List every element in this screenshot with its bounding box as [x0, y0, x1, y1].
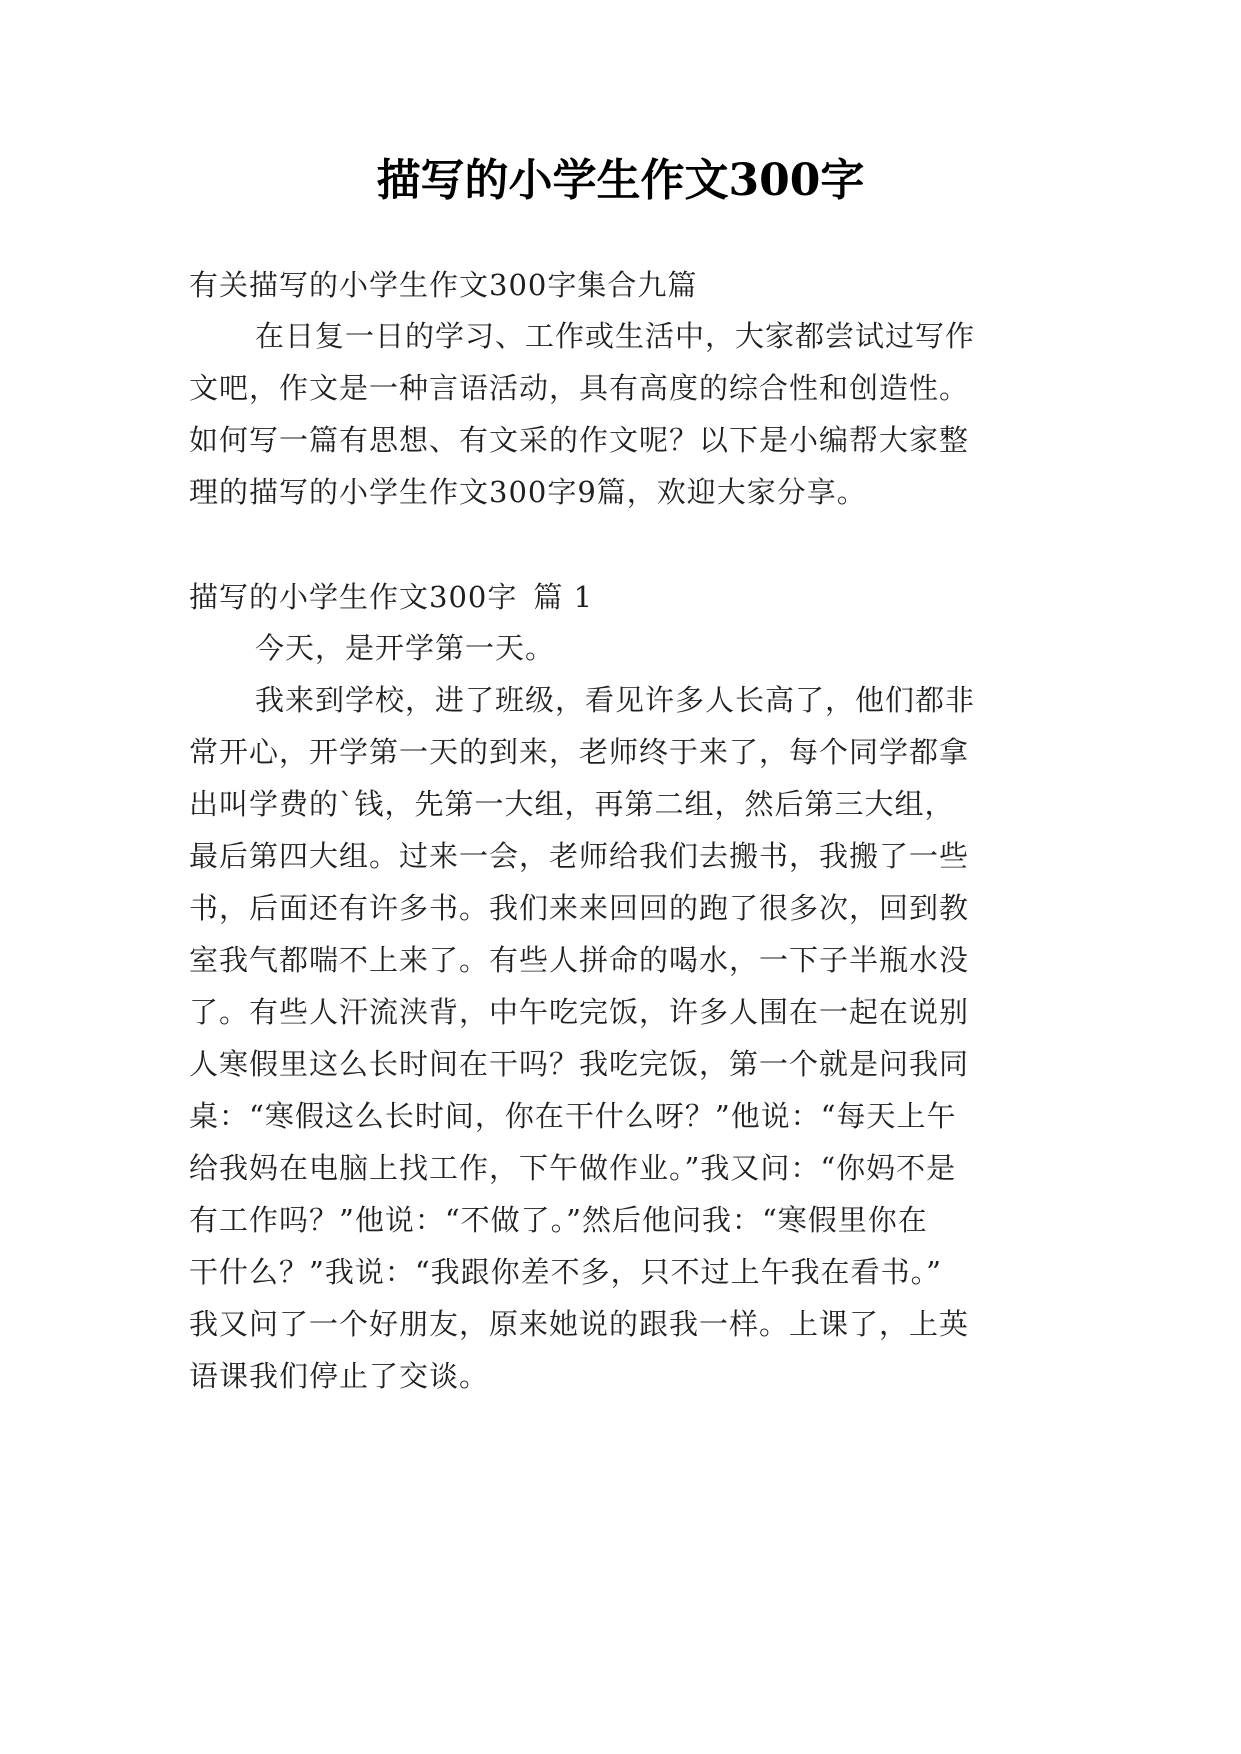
body-line-12: 有工作吗？”他说：“不做了。”然后他问我：“寒假里你在: [189, 1203, 928, 1237]
body-line-15: 语课我们停止了交谈。: [189, 1359, 490, 1393]
body-line-6: 书，后面还有许多书。我们来来回回的跑了很多次，回到教: [189, 891, 970, 925]
body-line-4: 出叫学费的`钱，先第一大组，再第二组，然后第三大组，: [189, 787, 955, 821]
body-line-2: 我来到学校，进了班级，看见许多人长高了，他们都非: [255, 683, 976, 717]
body-line-8: 了。有些人汗流浃背，中午吃完饭，许多人围在一起在说别: [189, 995, 970, 1029]
section-heading: [189, 577, 593, 617]
body-line-10: 桌：“寒假这么长时间，你在干什么呀？”他说：“每天上午: [189, 1099, 957, 1133]
body-line-7: 室我气都喘不上来了。有些人拼命的喝水，一下子半瓶水没: [189, 943, 970, 977]
document-subtitle: 有关描写的小学生作文300字集合九篇: [189, 268, 698, 302]
document-title: 描写的小学生作文300字: [376, 155, 865, 206]
section-heading-title: 描写的小学生作文300字: [189, 580, 518, 614]
intro-line-2: 文吧，作文是一种言语活动，具有高度的综合性和创造性。: [189, 371, 970, 405]
body-line-9: 人寒假里这么长时间在干吗？我吃完饭，第一个就是问我同: [189, 1047, 970, 1081]
section-number-label: 篇 1: [533, 580, 594, 614]
body-line-5: 最后第四大组。过来一会，老师给我们去搬书，我搬了一些: [189, 839, 970, 873]
body-line-11: 给我妈在电脑上找工作，下午做作业。”我又问：“你妈不是: [189, 1151, 957, 1185]
body-line-1: 今天，是开学第一天。: [255, 631, 556, 665]
intro-line-4: 理的描写的小学生作文300字9篇，欢迎大家分享。: [189, 475, 867, 509]
body-line-13: 干什么？”我说：“我跟你差不多，只不过上午我在看书。”: [189, 1255, 942, 1289]
body-line-14: 我又问了一个好朋友，原来她说的跟我一样。上课了，上英: [189, 1307, 970, 1341]
intro-line-1: 在日复一日的学习、工作或生活中，大家都尝试过写作: [255, 319, 976, 353]
intro-line-3: 如何写一篇有思想、有文采的作文呢？以下是小编帮大家整: [189, 423, 970, 457]
body-line-3: 常开心，开学第一天的到来，老师终于来了，每个同学都拿: [189, 735, 970, 769]
